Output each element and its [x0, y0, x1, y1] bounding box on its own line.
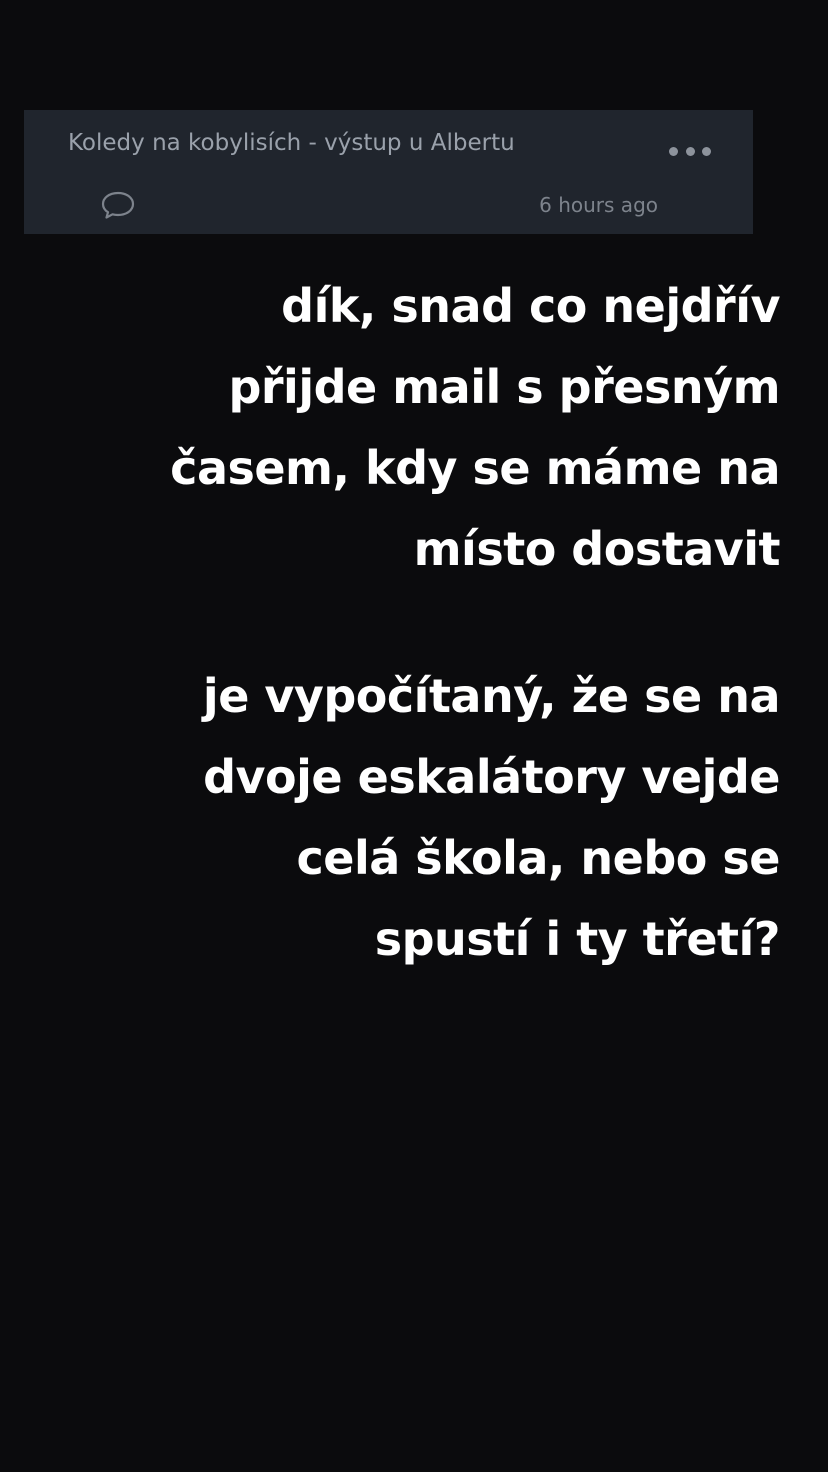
text-line: místo dostavit: [413, 522, 780, 576]
text-line: celá škola, nebo se: [296, 831, 780, 885]
text-line: dík, snad co nejdřív: [281, 279, 780, 333]
text-line: spustí i ty třetí?: [374, 912, 780, 966]
text-line: časem, kdy se máme na: [170, 441, 780, 495]
post-title[interactable]: Koledy na kobylisích - výstup u Albertu: [68, 130, 515, 156]
more-options-icon[interactable]: [669, 142, 711, 160]
text-line: dvoje eskalátory vejde: [203, 750, 780, 804]
comment-icon[interactable]: [100, 190, 136, 220]
text-line: přijde mail s přesným: [228, 360, 780, 414]
more-dot: [702, 147, 711, 156]
more-dot: [669, 147, 678, 156]
post-timestamp: 6 hours ago: [539, 193, 658, 217]
story-text-paragraph-1: [60, 266, 780, 590]
story-text-paragraph-2: [60, 656, 780, 980]
post-card[interactable]: [24, 110, 753, 234]
text-line: je vypočítaný, že se na: [202, 669, 780, 723]
more-dot: [686, 147, 695, 156]
